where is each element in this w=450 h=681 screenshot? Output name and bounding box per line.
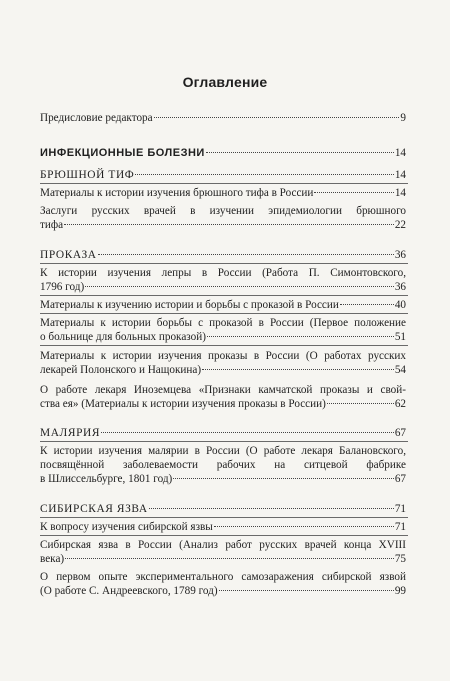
toc-entry xyxy=(40,186,406,200)
toc-entry-text: О работе лекаря Иноземцева «Признаки камчатской проказы и свой- xyxy=(40,384,406,396)
leader-dots xyxy=(340,304,394,305)
leader-dots xyxy=(149,508,394,509)
toc-page-number: 40 xyxy=(394,299,406,311)
toc-entry-text: Сибирская язва в России (Анализ работ русских врачей конца XVIII xyxy=(40,539,406,551)
leader-dots xyxy=(314,192,393,193)
toc-page-number: 14 xyxy=(394,147,406,159)
leader-dots xyxy=(65,558,394,559)
section-divider xyxy=(40,517,408,518)
toc-entry-text: Материалы к истории борьбы с проказой в России (Первое положение xyxy=(40,317,406,329)
leader-dots xyxy=(214,526,394,527)
toc-entry xyxy=(40,111,406,125)
toc-entry xyxy=(40,570,406,598)
leader-dots xyxy=(207,336,394,337)
toc-page-number: 67 xyxy=(394,427,406,439)
toc-entry xyxy=(40,538,406,566)
leader-dots xyxy=(206,152,394,153)
toc-entry-text: К истории изучения малярии в России (О работе лекаря Балановского, посвящённой заболеваемости рабочих на ситцевой фабрике xyxy=(40,445,406,471)
toc-entry-text: в Шлиссельбурге, 1801 год) xyxy=(40,473,173,485)
entry-divider xyxy=(40,345,408,346)
toc-entry-text: Материалы к истории изучения брюшного тифа в России xyxy=(40,187,314,199)
section-divider xyxy=(40,183,408,184)
leader-dots xyxy=(98,254,394,255)
toc-entry-text: К вопросу изучения сибирской язвы xyxy=(40,521,213,533)
entry-divider xyxy=(40,295,408,296)
toc-section-heading xyxy=(40,502,406,516)
toc-entry-text: (О работе С. Андреевского, 1789 год) xyxy=(40,585,218,597)
leader-dots xyxy=(154,117,400,118)
toc-entry-text: Заслуги русских врачей в изучении эпидемиологии брюшного xyxy=(40,205,406,217)
toc-entry-text: лекарей Полонского и Нащокина) xyxy=(40,364,202,376)
toc-entry xyxy=(40,383,406,411)
toc-page-number: 22 xyxy=(394,219,406,231)
toc-entry-text: ства ея» (Материалы к истории изучения проказы в России) xyxy=(40,398,326,410)
toc-entry-text: о больнице для больных проказой) xyxy=(40,331,206,343)
toc-entry-text: О первом опыте экспериментального самозаражения сибирской язвой xyxy=(40,571,406,583)
toc-entry-text: БРЮШНОЙ ТИФ xyxy=(40,169,135,181)
toc-page-number: 36 xyxy=(394,281,406,293)
entry-divider xyxy=(40,535,408,536)
toc-entry xyxy=(40,266,406,294)
toc-entry-text: ИНФЕКЦИОННЫЕ БОЛЕЗНИ xyxy=(40,147,205,159)
toc-page-number: 75 xyxy=(394,553,406,565)
toc-entry-text: Материалы к истории изучения проказы в России (О работах русских xyxy=(40,350,406,362)
toc-page-number: 67 xyxy=(394,473,406,485)
toc-entry-text: К истории изучения лепры в России (Работа П. Симонтовского, xyxy=(40,267,406,279)
toc-entry-text: МАЛЯРИЯ xyxy=(40,427,101,439)
toc-entry xyxy=(40,204,406,232)
toc-page-number: 14 xyxy=(394,187,406,199)
toc-section-heading xyxy=(40,168,406,182)
toc-entry-text: ПРОКАЗА xyxy=(40,249,97,261)
leader-dots xyxy=(202,369,394,370)
toc-entry-text: СИБИРСКАЯ ЯЗВА xyxy=(40,503,148,515)
toc-entry xyxy=(40,316,406,344)
toc-page-number: 99 xyxy=(394,585,406,597)
toc-entry xyxy=(40,520,406,534)
toc-entry-text: века) xyxy=(40,553,65,565)
entry-divider xyxy=(40,313,408,314)
toc-page-number: 14 xyxy=(394,169,406,181)
page-title: Оглавление xyxy=(182,74,268,90)
leader-dots xyxy=(101,432,394,433)
section-divider xyxy=(40,263,408,264)
toc-page-number: 54 xyxy=(394,364,406,376)
toc-entry-text: тифа xyxy=(40,219,64,231)
toc-page-number: 71 xyxy=(394,521,406,533)
toc-section-heading xyxy=(40,248,406,262)
toc-section-heading xyxy=(40,426,406,440)
leader-dots xyxy=(64,224,394,225)
leader-dots xyxy=(173,478,394,479)
toc-part-heading xyxy=(40,146,406,160)
toc-entry xyxy=(40,444,406,486)
toc-page-number: 36 xyxy=(394,249,406,261)
toc-entry-text: 1796 год) xyxy=(40,281,85,293)
toc-entry-text: Предисловие редактора xyxy=(40,112,153,124)
leader-dots xyxy=(85,286,394,287)
leader-dots xyxy=(327,403,394,404)
section-divider xyxy=(40,441,408,442)
toc-entry xyxy=(40,298,406,312)
toc-entry-text: Материалы к изучению истории и борьбы с проказой в России xyxy=(40,299,339,311)
toc-page-number: 62 xyxy=(394,398,406,410)
leader-dots xyxy=(135,174,393,175)
toc-page-number: 9 xyxy=(400,112,406,124)
toc-page-number: 51 xyxy=(394,331,406,343)
toc-entry xyxy=(40,349,406,377)
toc-page-number: 71 xyxy=(394,503,406,515)
leader-dots xyxy=(219,590,394,591)
